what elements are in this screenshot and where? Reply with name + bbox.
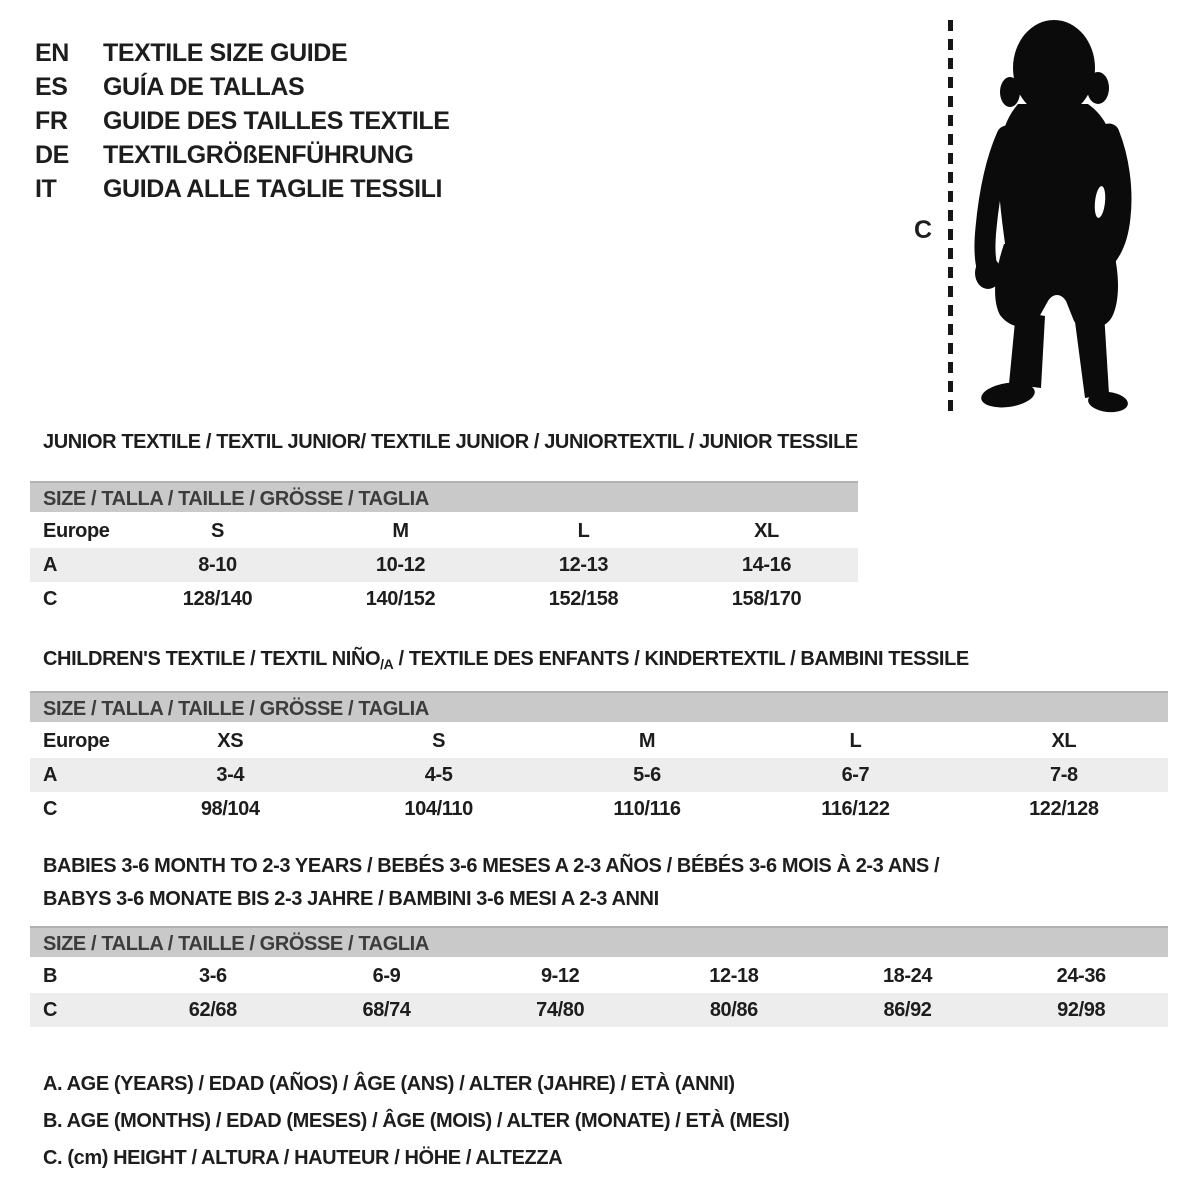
size-value-cell: 3-6 bbox=[198, 965, 227, 987]
junior-section-title: JUNIOR TEXTILE / TEXTIL JUNIOR/ TEXTILE JUNIOR / JUNIORTEXTIL / JUNIOR TESSILE bbox=[43, 431, 858, 453]
row-label: C bbox=[43, 588, 58, 610]
children-title-suffix: / TEXTILE DES ENFANTS / KINDERTEXTIL / BAMBINI TESSILE bbox=[393, 648, 969, 670]
guide-title-de: TEXTILGRÖßENFÜHRUNG bbox=[103, 141, 414, 169]
size-value-cell: 18-24 bbox=[882, 965, 933, 987]
babies-table-rows bbox=[30, 959, 1168, 1027]
size-value-cell: 116/122 bbox=[821, 798, 890, 820]
table-row bbox=[30, 758, 1168, 792]
guide-title-it: GUIDA ALLE TAGLIE TESSILI bbox=[103, 175, 443, 203]
size-value-cell: 8-10 bbox=[198, 554, 237, 576]
guide-title-en: TEXTILE SIZE GUIDE bbox=[103, 39, 348, 67]
lang-code: IT bbox=[35, 175, 57, 203]
babies-size-table bbox=[30, 926, 1168, 1027]
size-value-cell: 140/152 bbox=[365, 588, 436, 610]
lang-code: ES bbox=[35, 73, 68, 101]
footnote-age-years: A. AGE (YEARS) / EDAD (AÑOS) / ÂGE (ANS) / ALTER (JAHRE) / ETÀ (ANNI) bbox=[43, 1073, 735, 1095]
size-value-cell: 3-4 bbox=[216, 764, 245, 786]
row-label: Europe bbox=[43, 520, 110, 542]
children-size-table bbox=[30, 691, 1168, 826]
size-value-cell: 4-5 bbox=[424, 764, 453, 786]
size-header-bar: SIZE / TALLA / TAILLE / GRÖSSE / TAGLIA bbox=[30, 691, 1168, 722]
row-label: B bbox=[43, 965, 58, 987]
children-section-title bbox=[43, 648, 969, 672]
children-title-sub: /A bbox=[380, 656, 394, 672]
size-header-bar: SIZE / TALLA / TAILLE / GRÖSSE / TAGLIA bbox=[30, 481, 858, 512]
row-label: A bbox=[43, 554, 58, 576]
size-value-cell: 158/170 bbox=[731, 588, 802, 610]
size-value-cell: L bbox=[577, 520, 590, 542]
footnote-height-cm: C. (cm) HEIGHT / ALTURA / HAUTEUR / HÖHE / ALTEZZA bbox=[43, 1147, 563, 1169]
size-value-cell: M bbox=[638, 730, 656, 752]
size-value-cell: 5-6 bbox=[633, 764, 661, 786]
size-value-cell: S bbox=[211, 520, 224, 542]
size-value-cell: 12-18 bbox=[709, 965, 759, 987]
table-row bbox=[30, 993, 1168, 1027]
size-value-cell: M bbox=[392, 520, 409, 542]
language-title-list bbox=[35, 36, 450, 206]
size-value-cell: 6-9 bbox=[372, 965, 401, 987]
size-value-cell: 62/68 bbox=[188, 999, 237, 1021]
row-label: C bbox=[43, 999, 58, 1021]
lang-code: EN bbox=[35, 39, 69, 67]
lang-code: FR bbox=[35, 107, 68, 135]
size-value-cell: XL bbox=[754, 520, 779, 542]
size-value-cell: 104/110 bbox=[404, 798, 473, 820]
size-value-cell: 6-7 bbox=[841, 764, 870, 786]
measure-footnotes bbox=[43, 1066, 789, 1177]
guide-title-fr: GUIDE DES TAILLES TEXTILE bbox=[103, 107, 450, 135]
size-value-cell: 68/74 bbox=[362, 999, 411, 1021]
size-value-cell: L bbox=[849, 730, 862, 752]
size-value-cell: 24-36 bbox=[1056, 965, 1106, 987]
children-table-rows bbox=[30, 724, 1168, 826]
guide-title-es: GUÍA DE TALLAS bbox=[103, 73, 305, 101]
row-label: C bbox=[43, 798, 58, 820]
height-measure-figure bbox=[900, 10, 1190, 430]
children-title-prefix: CHILDREN'S TEXTILE / TEXTIL NIÑO bbox=[43, 648, 381, 670]
junior-size-table bbox=[30, 481, 858, 616]
babies-section-title bbox=[43, 850, 939, 916]
size-value-cell: XL bbox=[1051, 730, 1077, 752]
size-value-cell: 122/128 bbox=[1029, 798, 1099, 820]
size-value-cell: 110/116 bbox=[613, 798, 681, 820]
size-value-cell: 12-13 bbox=[558, 554, 609, 576]
row-label: Europe bbox=[43, 730, 110, 752]
junior-table-rows bbox=[30, 514, 858, 616]
size-value-cell: S bbox=[432, 730, 446, 752]
lang-row-de bbox=[35, 138, 450, 172]
footnote-age-months: B. AGE (MONTHS) / EDAD (MESES) / ÂGE (MOIS) / ALTER (MONATE) / ETÀ (MESI) bbox=[43, 1110, 790, 1132]
table-row bbox=[30, 724, 1168, 758]
size-value-cell: 98/104 bbox=[200, 798, 260, 820]
size-value-cell: 80/86 bbox=[709, 999, 758, 1021]
lang-row-fr bbox=[35, 104, 450, 138]
size-value-cell: 92/98 bbox=[1057, 999, 1106, 1021]
height-measure-label: C bbox=[914, 216, 932, 244]
lang-row-en bbox=[35, 36, 450, 70]
babies-title-line2: BABYS 3-6 MONATE BIS 2-3 JAHRE / BAMBINI 3-6 MESI A 2-3 ANNI bbox=[43, 888, 659, 910]
size-value-cell: XS bbox=[217, 730, 244, 752]
babies-title-line1: BABIES 3-6 MONTH TO 2-3 YEARS / BEBÉS 3-6 MESES A 2-3 AÑOS / BÉBÉS 3-6 MOIS À 2-3 ANS / bbox=[43, 855, 940, 877]
lang-row-it bbox=[35, 172, 450, 206]
row-label: A bbox=[43, 764, 58, 786]
toddler-silhouette-icon bbox=[958, 16, 1140, 416]
table-row bbox=[30, 514, 858, 548]
table-row bbox=[30, 548, 858, 582]
size-value-cell: 152/158 bbox=[548, 588, 619, 610]
size-value-cell: 74/80 bbox=[536, 999, 585, 1021]
size-value-cell: 9-12 bbox=[540, 965, 580, 987]
height-dashed-line bbox=[948, 20, 953, 416]
lang-code: DE bbox=[35, 141, 69, 169]
table-row bbox=[30, 582, 858, 616]
size-value-cell: 7-8 bbox=[1049, 764, 1078, 786]
size-value-cell: 14-16 bbox=[741, 554, 792, 576]
size-value-cell: 86/92 bbox=[883, 999, 932, 1021]
size-value-cell: 10-12 bbox=[375, 554, 426, 576]
lang-row-es bbox=[35, 70, 450, 104]
table-row bbox=[30, 959, 1168, 993]
table-row bbox=[30, 792, 1168, 826]
size-header-bar: SIZE / TALLA / TAILLE / GRÖSSE / TAGLIA bbox=[30, 926, 1168, 957]
size-value-cell: 128/140 bbox=[182, 588, 253, 610]
